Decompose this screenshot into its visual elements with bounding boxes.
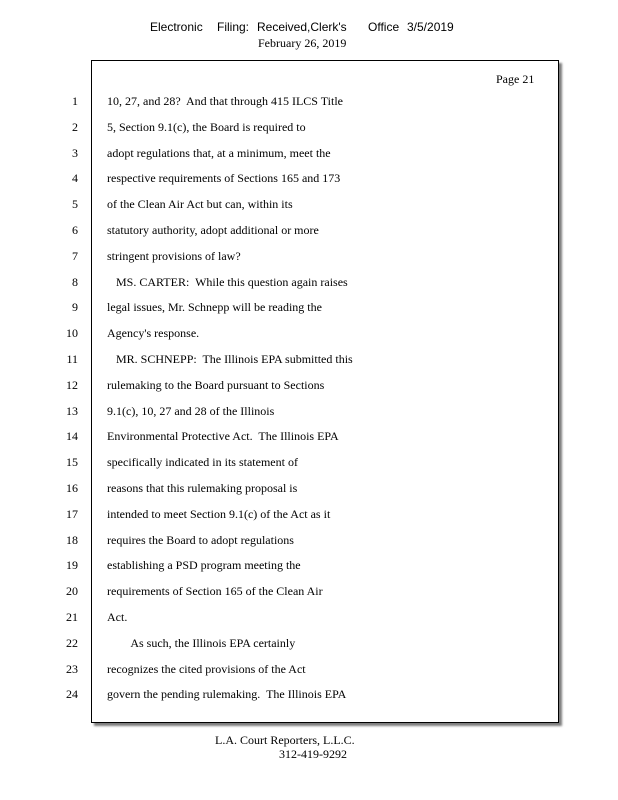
line-number: 15	[66, 455, 78, 470]
line-number: 22	[66, 635, 78, 650]
transcript-line	[0, 584, 618, 604]
line-number: 1	[72, 94, 78, 108]
line-number: 18	[66, 532, 78, 547]
transcript-line	[0, 326, 618, 346]
line-number: 4	[72, 171, 78, 186]
line-number: 9	[72, 300, 78, 315]
transcript-line	[0, 378, 618, 398]
line-number: 17	[66, 506, 78, 521]
line-number: 21	[66, 610, 78, 624]
transcript-line	[0, 404, 618, 424]
line-number: 12	[66, 377, 78, 392]
line-text: 10, 27, and 28? And that through 415 ILCS Title	[107, 94, 344, 108]
transcript-line	[0, 197, 618, 217]
line-text: recognizes the cited provisions of the Act	[107, 661, 306, 676]
document-date: February 26, 2019	[258, 36, 347, 50]
line-text: rulemaking to the Board pursuant to Sections	[107, 377, 325, 392]
page-number: Page 21	[496, 72, 535, 86]
line-text: 5, Section 9.1(c), the Board is required to	[107, 119, 306, 134]
line-number: 5	[72, 197, 78, 212]
footer-company: L.A. Court Reporters, L.L.C.	[215, 733, 355, 747]
line-text: Environmental Protective Act. The Illinois EPA	[107, 429, 339, 444]
line-number: 19	[66, 558, 78, 573]
footer-phone: 312-419-9292	[279, 747, 347, 761]
transcript-line	[0, 533, 618, 553]
line-number: 16	[66, 481, 78, 495]
transcript-line	[0, 171, 618, 191]
transcript-line	[0, 481, 618, 501]
transcript-line	[0, 300, 618, 320]
transcript-line	[0, 275, 618, 295]
line-text: requirements of Section 165 of the Clean Air	[107, 584, 323, 599]
stamp-office: Office	[368, 20, 400, 34]
line-text: MS. CARTER: While this question again raises	[107, 274, 348, 289]
transcript-line	[0, 94, 618, 114]
stamp-date-received: 3/5/2019	[407, 20, 454, 34]
line-number: 20	[66, 584, 78, 599]
line-number: 23	[66, 661, 78, 676]
line-text: legal issues, Mr. Schnepp will be reading the	[107, 300, 322, 315]
transcript-line	[0, 455, 618, 475]
transcript-line	[0, 223, 618, 243]
transcript-line	[0, 146, 618, 166]
transcript-line	[0, 687, 618, 707]
line-text: stringent provisions of law?	[107, 248, 241, 263]
line-number: 6	[72, 223, 78, 237]
transcript-line	[0, 558, 618, 578]
line-text: requires the Board to adopt regulations	[107, 532, 294, 547]
line-text: 9.1(c), 10, 27 and 28 of the Illinois	[107, 403, 275, 418]
line-text: Act.	[107, 610, 128, 624]
transcript-line	[0, 352, 618, 372]
line-number: 24	[66, 687, 78, 702]
line-text: reasons that this rulemaking proposal is	[107, 481, 298, 495]
line-text: adopt regulations that, at a minimum, meet the	[107, 145, 331, 160]
line-text: establishing a PSD program meeting the	[107, 558, 301, 573]
transcript-line	[0, 636, 618, 656]
line-number: 3	[72, 145, 78, 160]
stamp-electronic: Electronic	[150, 20, 203, 34]
line-text: As such, the Illinois EPA certainly	[107, 635, 296, 650]
line-text: specifically indicated in its statement of	[107, 455, 298, 470]
transcript-line	[0, 662, 618, 682]
line-number: 13	[66, 403, 78, 418]
transcript-line	[0, 610, 618, 630]
stamp-received-clerks: Received,Clerk's	[257, 20, 347, 34]
transcript-line	[0, 429, 618, 449]
stamp-filing: Filing:	[217, 20, 250, 34]
line-text: Agency's response.	[107, 326, 200, 341]
line-text: intended to meet Section 9.1(c) of the Act as it	[107, 506, 331, 521]
line-text: statutory authority, adopt additional or more	[107, 223, 319, 237]
line-text: govern the pending rulemaking. The Illinois EPA	[107, 687, 347, 702]
line-number: 14	[66, 429, 78, 444]
transcript-line	[0, 507, 618, 527]
transcript-line	[0, 120, 618, 140]
line-number: 11	[66, 352, 78, 366]
line-text: MR. SCHNEPP: The Illinois EPA submitted this	[107, 352, 353, 366]
line-text: of the Clean Air Act but can, within its	[107, 197, 293, 212]
transcript-line	[0, 249, 618, 269]
line-number: 10	[66, 326, 78, 341]
line-number: 2	[72, 119, 78, 134]
line-number: 8	[72, 274, 78, 289]
line-number: 7	[72, 248, 78, 263]
line-text: respective requirements of Sections 165 and 173	[107, 171, 341, 186]
